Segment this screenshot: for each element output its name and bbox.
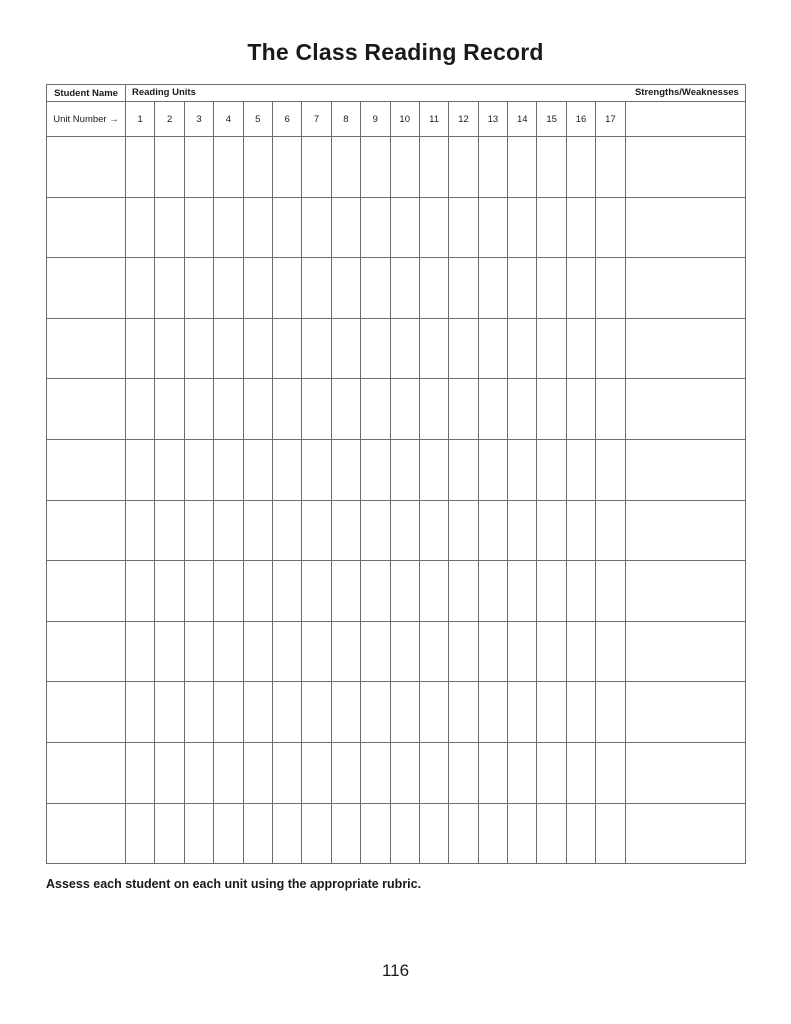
unit-score-cell[interactable] bbox=[243, 803, 272, 864]
unit-score-cell[interactable] bbox=[126, 379, 155, 440]
unit-score-cell[interactable] bbox=[126, 500, 155, 561]
unit-score-cell[interactable] bbox=[537, 258, 566, 319]
unit-number-label: Unit Number → bbox=[47, 102, 126, 137]
strengths-weaknesses-cell[interactable] bbox=[625, 561, 745, 622]
unit-score-cell[interactable] bbox=[302, 621, 331, 682]
unit-score-cell[interactable] bbox=[361, 439, 390, 500]
unit-number-cell: 16 bbox=[566, 102, 595, 137]
unit-score-cell[interactable] bbox=[184, 500, 213, 561]
unit-score-cell[interactable] bbox=[449, 258, 478, 319]
unit-score-cell[interactable] bbox=[449, 197, 478, 258]
unit-score-cell[interactable] bbox=[272, 561, 301, 622]
student-name-cell[interactable] bbox=[47, 742, 126, 803]
unit-score-cell[interactable] bbox=[361, 561, 390, 622]
unit-score-cell[interactable] bbox=[126, 561, 155, 622]
unit-score-cell[interactable] bbox=[361, 500, 390, 561]
unit-score-cell[interactable] bbox=[331, 621, 360, 682]
unit-number-cell: 5 bbox=[243, 102, 272, 137]
unit-number-cell: 14 bbox=[508, 102, 537, 137]
unit-score-cell[interactable] bbox=[361, 379, 390, 440]
unit-score-cell[interactable] bbox=[214, 803, 243, 864]
unit-score-cell[interactable] bbox=[302, 379, 331, 440]
unit-score-cell[interactable] bbox=[272, 803, 301, 864]
unit-score-cell[interactable] bbox=[361, 742, 390, 803]
unit-score-cell[interactable] bbox=[155, 318, 184, 379]
unit-score-cell[interactable] bbox=[478, 621, 507, 682]
unit-score-cell[interactable] bbox=[596, 137, 625, 198]
strengths-weaknesses-cell[interactable] bbox=[625, 258, 745, 319]
unit-score-cell[interactable] bbox=[508, 137, 537, 198]
unit-score-cell[interactable] bbox=[243, 197, 272, 258]
strengths-weaknesses-cell[interactable] bbox=[625, 803, 745, 864]
student-row bbox=[47, 137, 746, 198]
unit-score-cell[interactable] bbox=[390, 621, 419, 682]
unit-score-cell[interactable] bbox=[214, 318, 243, 379]
unit-score-cell[interactable] bbox=[272, 682, 301, 743]
unit-score-cell[interactable] bbox=[361, 197, 390, 258]
unit-score-cell[interactable] bbox=[449, 379, 478, 440]
unit-score-cell[interactable] bbox=[419, 561, 448, 622]
unit-score-cell[interactable] bbox=[331, 137, 360, 198]
unit-score-cell[interactable] bbox=[566, 197, 595, 258]
unit-score-cell[interactable] bbox=[184, 379, 213, 440]
unit-score-cell[interactable] bbox=[184, 561, 213, 622]
unit-score-cell[interactable] bbox=[478, 439, 507, 500]
unit-score-cell[interactable] bbox=[331, 318, 360, 379]
unit-score-cell[interactable] bbox=[537, 197, 566, 258]
unit-score-cell[interactable] bbox=[214, 742, 243, 803]
unit-score-cell[interactable] bbox=[566, 439, 595, 500]
unit-score-cell[interactable] bbox=[214, 439, 243, 500]
unit-score-cell[interactable] bbox=[419, 803, 448, 864]
student-name-cell[interactable] bbox=[47, 803, 126, 864]
unit-score-cell[interactable] bbox=[478, 258, 507, 319]
unit-score-cell[interactable] bbox=[596, 500, 625, 561]
unit-score-cell[interactable] bbox=[478, 803, 507, 864]
unit-score-cell[interactable] bbox=[214, 258, 243, 319]
unit-score-cell[interactable] bbox=[390, 197, 419, 258]
student-row bbox=[47, 621, 746, 682]
unit-score-cell[interactable] bbox=[566, 318, 595, 379]
unit-score-cell[interactable] bbox=[537, 682, 566, 743]
unit-score-cell[interactable] bbox=[566, 258, 595, 319]
unit-score-cell[interactable] bbox=[155, 500, 184, 561]
unit-score-cell[interactable] bbox=[361, 258, 390, 319]
unit-score-cell[interactable] bbox=[126, 318, 155, 379]
unit-score-cell[interactable] bbox=[272, 500, 301, 561]
unit-score-cell[interactable] bbox=[596, 742, 625, 803]
unit-score-cell[interactable] bbox=[361, 137, 390, 198]
unit-score-cell[interactable] bbox=[302, 137, 331, 198]
unit-score-cell[interactable] bbox=[596, 803, 625, 864]
unit-score-cell[interactable] bbox=[243, 500, 272, 561]
unit-score-cell[interactable] bbox=[537, 318, 566, 379]
reading-record-table bbox=[46, 84, 746, 864]
unit-number-cell: 2 bbox=[155, 102, 184, 137]
unit-score-cell[interactable] bbox=[390, 803, 419, 864]
unit-score-cell[interactable] bbox=[390, 379, 419, 440]
strengths-weaknesses-cell[interactable] bbox=[625, 197, 745, 258]
strengths-weaknesses-cell[interactable] bbox=[625, 379, 745, 440]
unit-score-cell[interactable] bbox=[478, 500, 507, 561]
unit-score-cell[interactable] bbox=[478, 318, 507, 379]
strengths-weaknesses-cell[interactable] bbox=[625, 439, 745, 500]
unit-score-cell[interactable] bbox=[508, 258, 537, 319]
unit-score-cell[interactable] bbox=[272, 137, 301, 198]
strengths-weaknesses-cell[interactable] bbox=[625, 682, 745, 743]
student-name-cell[interactable] bbox=[47, 500, 126, 561]
unit-score-cell[interactable] bbox=[184, 197, 213, 258]
table-header-row bbox=[47, 85, 746, 102]
unit-score-cell[interactable] bbox=[478, 682, 507, 743]
unit-score-cell[interactable] bbox=[508, 197, 537, 258]
unit-score-cell[interactable] bbox=[184, 742, 213, 803]
unit-score-cell[interactable] bbox=[419, 682, 448, 743]
unit-score-cell[interactable] bbox=[184, 803, 213, 864]
unit-score-cell[interactable] bbox=[272, 379, 301, 440]
unit-score-cell[interactable] bbox=[272, 197, 301, 258]
unit-score-cell[interactable] bbox=[155, 803, 184, 864]
unit-score-cell[interactable] bbox=[126, 803, 155, 864]
strengths-weaknesses-label: Strengths/Weaknesses bbox=[634, 87, 739, 98]
unit-score-cell[interactable] bbox=[508, 561, 537, 622]
reading-units-header bbox=[126, 85, 746, 102]
unit-score-cell[interactable] bbox=[566, 621, 595, 682]
unit-score-cell[interactable] bbox=[155, 621, 184, 682]
unit-score-cell[interactable] bbox=[596, 561, 625, 622]
reading-units-label: Reading Units bbox=[132, 87, 196, 98]
unit-score-cell[interactable] bbox=[243, 379, 272, 440]
unit-score-cell[interactable] bbox=[184, 682, 213, 743]
student-name-header: Student Name bbox=[47, 85, 126, 102]
unit-score-cell[interactable] bbox=[126, 197, 155, 258]
unit-score-cell[interactable] bbox=[243, 742, 272, 803]
student-row bbox=[47, 258, 746, 319]
student-row bbox=[47, 197, 746, 258]
unit-score-cell[interactable] bbox=[596, 258, 625, 319]
unit-score-cell[interactable] bbox=[419, 742, 448, 803]
unit-score-cell[interactable] bbox=[566, 137, 595, 198]
unit-score-cell[interactable] bbox=[478, 137, 507, 198]
unit-score-cell[interactable] bbox=[184, 137, 213, 198]
unit-number-cell: 15 bbox=[537, 102, 566, 137]
unit-score-cell[interactable] bbox=[361, 318, 390, 379]
unit-number-cell: 8 bbox=[331, 102, 360, 137]
unit-score-cell[interactable] bbox=[390, 742, 419, 803]
unit-score-cell[interactable] bbox=[537, 137, 566, 198]
unit-number-cell: 7 bbox=[302, 102, 331, 137]
unit-number-cell: 1 bbox=[126, 102, 155, 137]
unit-score-cell[interactable] bbox=[243, 258, 272, 319]
unit-score-cell[interactable] bbox=[478, 379, 507, 440]
unit-score-cell[interactable] bbox=[449, 318, 478, 379]
unit-score-cell[interactable] bbox=[214, 137, 243, 198]
unit-score-cell[interactable] bbox=[184, 439, 213, 500]
unit-score-cell[interactable] bbox=[449, 137, 478, 198]
unit-score-cell[interactable] bbox=[243, 137, 272, 198]
student-name-cell[interactable] bbox=[47, 258, 126, 319]
unit-score-cell[interactable] bbox=[419, 379, 448, 440]
student-name-cell[interactable] bbox=[47, 621, 126, 682]
unit-score-cell[interactable] bbox=[155, 439, 184, 500]
unit-score-cell[interactable] bbox=[361, 682, 390, 743]
unit-score-cell[interactable] bbox=[214, 197, 243, 258]
unit-score-cell[interactable] bbox=[155, 258, 184, 319]
unit-score-cell[interactable] bbox=[449, 803, 478, 864]
strengths-weaknesses-cell[interactable] bbox=[625, 318, 745, 379]
unit-score-cell[interactable] bbox=[596, 439, 625, 500]
unit-score-cell[interactable] bbox=[478, 742, 507, 803]
unit-score-cell[interactable] bbox=[566, 682, 595, 743]
unit-score-cell[interactable] bbox=[243, 561, 272, 622]
student-row bbox=[47, 439, 746, 500]
student-name-cell[interactable] bbox=[47, 439, 126, 500]
unit-score-cell[interactable] bbox=[508, 682, 537, 743]
strengths-weaknesses-cell[interactable] bbox=[625, 742, 745, 803]
unit-score-cell[interactable] bbox=[419, 318, 448, 379]
unit-score-cell[interactable] bbox=[537, 439, 566, 500]
student-row bbox=[47, 742, 746, 803]
unit-score-cell[interactable] bbox=[566, 379, 595, 440]
unit-number-cell: 11 bbox=[419, 102, 448, 137]
unit-score-cell[interactable] bbox=[419, 621, 448, 682]
unit-score-cell[interactable] bbox=[566, 500, 595, 561]
unit-number-cell: 3 bbox=[184, 102, 213, 137]
unit-score-cell[interactable] bbox=[331, 379, 360, 440]
unit-score-cell[interactable] bbox=[537, 621, 566, 682]
unit-score-cell[interactable] bbox=[302, 742, 331, 803]
unit-score-cell[interactable] bbox=[272, 258, 301, 319]
unit-score-cell[interactable] bbox=[126, 682, 155, 743]
unit-score-cell[interactable] bbox=[390, 258, 419, 319]
unit-score-cell[interactable] bbox=[126, 258, 155, 319]
unit-score-cell[interactable] bbox=[537, 803, 566, 864]
unit-score-cell[interactable] bbox=[596, 379, 625, 440]
unit-number-row bbox=[47, 102, 746, 137]
unit-score-cell[interactable] bbox=[537, 561, 566, 622]
unit-score-cell[interactable] bbox=[302, 500, 331, 561]
unit-score-cell[interactable] bbox=[419, 137, 448, 198]
unit-score-cell[interactable] bbox=[419, 439, 448, 500]
unit-score-cell[interactable] bbox=[331, 258, 360, 319]
student-name-cell[interactable] bbox=[47, 137, 126, 198]
unit-score-cell[interactable] bbox=[302, 439, 331, 500]
student-name-cell[interactable] bbox=[47, 682, 126, 743]
student-name-cell[interactable] bbox=[47, 197, 126, 258]
unit-score-cell[interactable] bbox=[596, 682, 625, 743]
unit-score-cell[interactable] bbox=[361, 803, 390, 864]
unit-score-cell[interactable] bbox=[478, 561, 507, 622]
unit-score-cell[interactable] bbox=[302, 561, 331, 622]
unit-score-cell[interactable] bbox=[214, 379, 243, 440]
strengths-weaknesses-cell[interactable] bbox=[625, 500, 745, 561]
unit-score-cell[interactable] bbox=[390, 137, 419, 198]
unit-score-cell[interactable] bbox=[243, 439, 272, 500]
unit-number-cell: 9 bbox=[361, 102, 390, 137]
unit-score-cell[interactable] bbox=[537, 500, 566, 561]
unit-score-cell[interactable] bbox=[184, 621, 213, 682]
unit-score-cell[interactable] bbox=[243, 682, 272, 743]
unit-score-cell[interactable] bbox=[214, 500, 243, 561]
unit-score-cell[interactable] bbox=[419, 197, 448, 258]
unit-score-cell[interactable] bbox=[302, 197, 331, 258]
student-row bbox=[47, 318, 746, 379]
unit-score-cell[interactable] bbox=[449, 682, 478, 743]
student-name-cell[interactable] bbox=[47, 561, 126, 622]
unit-score-cell[interactable] bbox=[419, 500, 448, 561]
unit-score-cell[interactable] bbox=[155, 561, 184, 622]
unit-score-cell[interactable] bbox=[508, 379, 537, 440]
unit-score-cell[interactable] bbox=[272, 318, 301, 379]
unit-score-cell[interactable] bbox=[566, 561, 595, 622]
unit-score-cell[interactable] bbox=[155, 682, 184, 743]
unit-score-cell[interactable] bbox=[449, 621, 478, 682]
unit-number-cell: 4 bbox=[214, 102, 243, 137]
student-row bbox=[47, 803, 746, 864]
unit-score-cell[interactable] bbox=[390, 561, 419, 622]
strengths-weaknesses-cell[interactable] bbox=[625, 621, 745, 682]
unit-score-cell[interactable] bbox=[331, 742, 360, 803]
unit-score-cell[interactable] bbox=[361, 621, 390, 682]
instructions-note: Assess each student on each unit using the appropriate rubric. bbox=[46, 877, 422, 891]
unit-score-cell[interactable] bbox=[449, 500, 478, 561]
student-name-cell[interactable] bbox=[47, 379, 126, 440]
unit-score-cell[interactable] bbox=[331, 439, 360, 500]
unit-number-cell: 6 bbox=[272, 102, 301, 137]
unit-score-cell[interactable] bbox=[302, 803, 331, 864]
unit-score-cell[interactable] bbox=[449, 742, 478, 803]
unit-score-cell[interactable] bbox=[596, 621, 625, 682]
unit-score-cell[interactable] bbox=[331, 682, 360, 743]
unit-score-cell[interactable] bbox=[478, 197, 507, 258]
unit-score-cell[interactable] bbox=[566, 742, 595, 803]
unit-score-cell[interactable] bbox=[508, 621, 537, 682]
unit-score-cell[interactable] bbox=[449, 561, 478, 622]
unit-score-cell[interactable] bbox=[302, 318, 331, 379]
unit-score-cell[interactable] bbox=[272, 439, 301, 500]
unit-score-cell[interactable] bbox=[449, 439, 478, 500]
unit-score-cell[interactable] bbox=[155, 379, 184, 440]
page-number: 116 bbox=[381, 961, 410, 980]
unit-score-cell[interactable] bbox=[419, 258, 448, 319]
unit-number-cell: 13 bbox=[478, 102, 507, 137]
unit-score-cell[interactable] bbox=[272, 621, 301, 682]
unit-score-cell[interactable] bbox=[155, 197, 184, 258]
unit-score-cell[interactable] bbox=[126, 439, 155, 500]
student-row bbox=[47, 682, 746, 743]
unit-number-cell: 17 bbox=[596, 102, 625, 137]
unit-score-cell[interactable] bbox=[184, 318, 213, 379]
student-row bbox=[47, 379, 746, 440]
unit-score-cell[interactable] bbox=[508, 439, 537, 500]
unit-score-cell[interactable] bbox=[390, 318, 419, 379]
unit-score-cell[interactable] bbox=[302, 682, 331, 743]
unit-score-cell[interactable] bbox=[155, 742, 184, 803]
unit-score-cell[interactable] bbox=[272, 742, 301, 803]
unit-score-cell[interactable] bbox=[302, 258, 331, 319]
unit-score-cell[interactable] bbox=[243, 318, 272, 379]
unit-score-cell[interactable] bbox=[508, 500, 537, 561]
unit-score-cell[interactable] bbox=[331, 197, 360, 258]
unit-score-cell[interactable] bbox=[243, 621, 272, 682]
unit-score-cell[interactable] bbox=[390, 439, 419, 500]
page-title: The Class Reading Record bbox=[247, 39, 544, 65]
unit-score-cell[interactable] bbox=[390, 500, 419, 561]
unit-score-cell[interactable] bbox=[537, 742, 566, 803]
unit-number-cell: 10 bbox=[390, 102, 419, 137]
unit-score-cell[interactable] bbox=[126, 621, 155, 682]
strengths-weaknesses-cell[interactable] bbox=[625, 137, 745, 198]
unit-score-cell[interactable] bbox=[126, 742, 155, 803]
unit-score-cell[interactable] bbox=[184, 258, 213, 319]
unit-score-cell[interactable] bbox=[390, 682, 419, 743]
unit-score-cell[interactable] bbox=[331, 561, 360, 622]
unit-score-cell[interactable] bbox=[126, 137, 155, 198]
unit-score-cell[interactable] bbox=[566, 803, 595, 864]
unit-score-cell[interactable] bbox=[508, 742, 537, 803]
notes-header-blank-cell bbox=[625, 102, 745, 137]
student-row bbox=[47, 561, 746, 622]
unit-score-cell[interactable] bbox=[508, 803, 537, 864]
unit-score-cell[interactable] bbox=[537, 379, 566, 440]
unit-score-cell[interactable] bbox=[596, 197, 625, 258]
student-name-cell[interactable] bbox=[47, 318, 126, 379]
unit-score-cell[interactable] bbox=[214, 561, 243, 622]
unit-number-cell: 12 bbox=[449, 102, 478, 137]
unit-score-cell[interactable] bbox=[331, 803, 360, 864]
student-row bbox=[47, 500, 746, 561]
unit-score-cell[interactable] bbox=[155, 137, 184, 198]
unit-score-cell[interactable] bbox=[331, 500, 360, 561]
unit-score-cell[interactable] bbox=[508, 318, 537, 379]
unit-score-cell[interactable] bbox=[596, 318, 625, 379]
unit-score-cell[interactable] bbox=[214, 621, 243, 682]
unit-score-cell[interactable] bbox=[214, 682, 243, 743]
